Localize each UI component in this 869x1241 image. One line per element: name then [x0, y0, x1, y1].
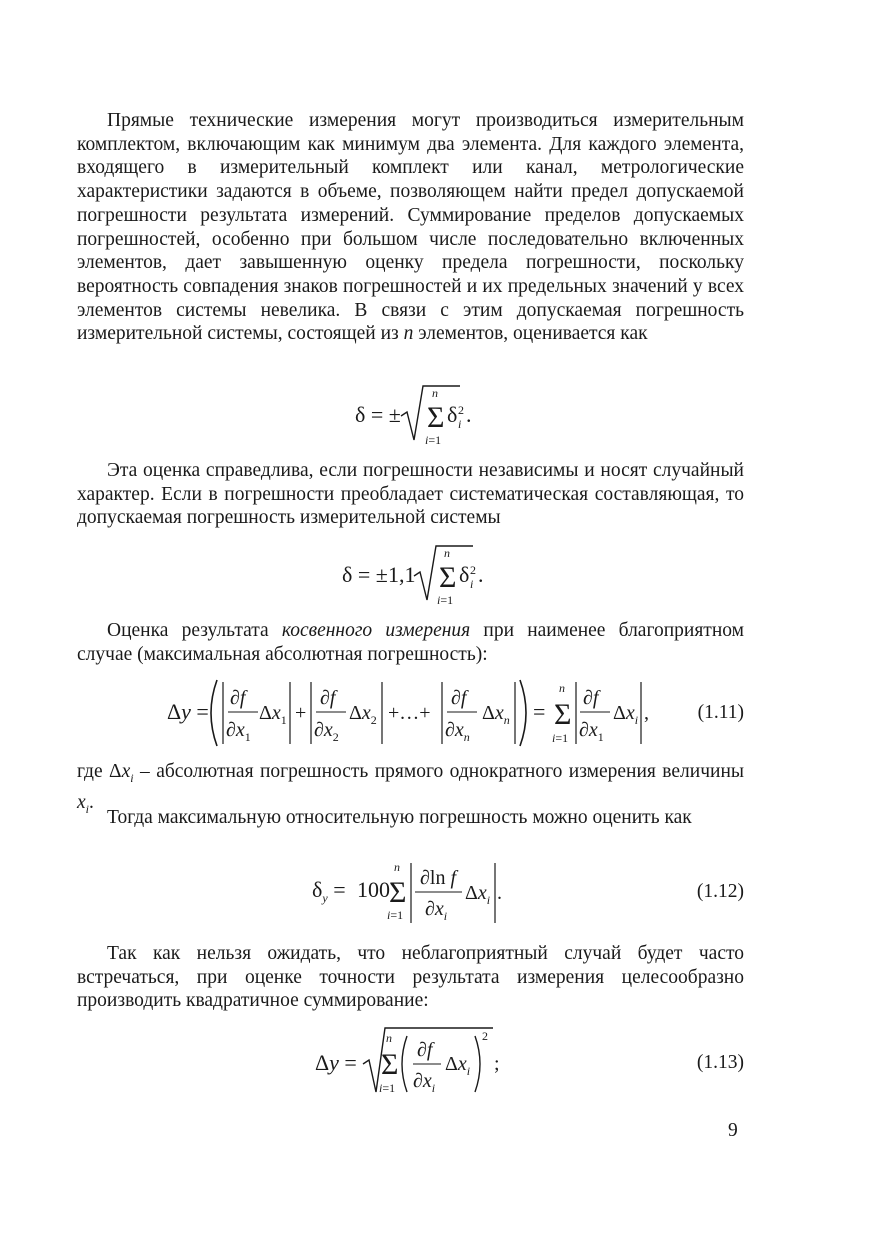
svg-text:n: n	[444, 546, 450, 560]
paragraph-intro-tail: из n элементов, оценивается как	[380, 323, 648, 345]
svg-text:Δy =: Δy =	[315, 1050, 357, 1075]
svg-text:n: n	[559, 681, 565, 695]
svg-text:i=1: i=1	[387, 908, 404, 922]
svg-text:∂f: ∂f	[417, 1039, 433, 1061]
svg-text:=: =	[533, 699, 546, 724]
svg-text:δ = ±: δ = ±	[342, 562, 388, 587]
svg-text:Δxi: $\Delta x_i$	[613, 702, 639, 727]
svg-text:∂x1: $\partial x_1$	[226, 719, 251, 744]
svg-text:∂f: ∂f	[230, 687, 246, 709]
svg-text:Δx2: $\Delta x_2$	[349, 702, 377, 727]
svg-text:i=1: i=1	[379, 1081, 396, 1095]
svg-text:δ: δ	[447, 402, 458, 427]
svg-text:∂f: ∂f	[320, 687, 336, 709]
svg-text:;: ;	[494, 1053, 500, 1075]
svg-text:.: .	[466, 402, 472, 427]
svg-text:Σ: Σ	[427, 401, 445, 434]
svg-text:∂f: ∂f	[451, 687, 467, 709]
equation-1-11-number: (1.11)	[697, 702, 744, 723]
svg-text:Δxi: $\Delta x_i$	[445, 1053, 471, 1078]
equation-1-12-coef: 100	[357, 877, 390, 902]
svg-text:i: i	[458, 417, 462, 431]
svg-text:i=1: i=1	[425, 433, 442, 447]
svg-text:∂ln f: ∂ln f	[420, 867, 457, 889]
svg-text:.: .	[497, 882, 502, 904]
svg-text:2: 2	[470, 563, 476, 577]
svg-text:Σ: Σ	[389, 876, 407, 909]
svg-text:n: n	[394, 860, 400, 874]
svg-text:,: ,	[644, 702, 649, 724]
equation-1-11	[77, 674, 744, 754]
svg-text:∂xi: $\partial x_i$	[425, 898, 448, 923]
svg-text:∂x2: $\partial x_2$	[314, 719, 339, 744]
svg-text:+: +	[295, 702, 307, 724]
svg-text:δ = ±: δ = ±	[355, 402, 401, 427]
equation-systematic-coef: 1,1	[388, 562, 416, 587]
svg-text:∂xn: $\partial x_n$	[445, 719, 470, 744]
svg-text:i: i	[470, 577, 474, 591]
svg-text:Δx1: $\Delta x_1$	[259, 702, 287, 727]
svg-text:n: n	[386, 1031, 392, 1045]
svg-text:Δxi: $\Delta x_i$	[465, 882, 491, 907]
svg-text:.: .	[478, 562, 484, 587]
svg-text:i=1: i=1	[552, 731, 569, 745]
paragraph-independence: Эта оценка справедлива, если погрешности независимы и носят случайный характер. Если в погрешности преобладает систематическая составляющая, то допускаемая погрешность измерительной системы	[77, 460, 744, 529]
svg-text:δ: δ	[459, 562, 470, 587]
page-number: 9	[728, 1120, 738, 1141]
svg-text:Δy =: Δy =	[167, 699, 209, 724]
equation-1-12	[77, 857, 744, 929]
svg-text:2: 2	[458, 403, 464, 417]
svg-text:Σ: Σ	[554, 698, 572, 731]
svg-text:∂f: ∂f	[583, 687, 599, 709]
paragraph-quadratic: Так как нельзя ожидать, что неблагоприятный случай будет часто встречаться, при оценке точности результата измерения целесообразно производить квадратичное суммирование:	[77, 943, 744, 1012]
svg-text:δy =: $\delta_y$ =	[312, 877, 346, 905]
equation-rss-error	[77, 380, 744, 452]
paragraph-where: где $\Delta x_i$ – абсолютная погрешность прямого однократного измерения величины $x_i$.	[77, 761, 744, 816]
svg-text:∂xi: $\partial x_i$	[413, 1070, 436, 1095]
equation-1-13	[77, 1024, 744, 1098]
svg-text:n: n	[432, 386, 438, 400]
paragraph-intro: Прямые технические измерения могут производиться измерительным комплектом, включающим как минимум два элемента. Для каждого элемента, входящего в измерительный комплект или канал, метрологические характеристики задаются в объеме, позволяющем найти предел допускаемой погрешности результата измерений. Суммирование пределов допускаемых погрешностей, особенно при большом числе последовательно включенных элементов, дает завышенную оценку предела погрешности, поскольку вероятность совпадения знаков погрешностей и их предельных значений у всех элементов системы невелика. В связи с этим допускаемая погрешность измерительной системы, состоящей из n элементов, оценивается как	[77, 110, 744, 345]
equation-1-13-number: (1.13)	[696, 1052, 744, 1073]
equation-1-12-number: (1.12)	[696, 881, 744, 902]
svg-text:i=1: i=1	[437, 593, 454, 607]
svg-text:Σ: Σ	[381, 1048, 399, 1081]
svg-text:Σ: Σ	[439, 561, 457, 594]
svg-text:Δxn: $\Delta x_n$	[482, 702, 510, 727]
equation-systematic-error	[77, 540, 744, 612]
svg-text:2: 2	[482, 1029, 488, 1043]
paragraph-relative: Тогда максимальную относительную погрешность можно оценить как	[107, 807, 692, 828]
paragraph-indirect: Оценка результата косвенного измерения при наименее благоприятном случае (максимальная абсолютная погрешность):	[77, 620, 744, 665]
svg-text:+…+: +…+	[388, 702, 431, 724]
svg-text:∂x1: $\partial x_1$	[579, 719, 604, 744]
